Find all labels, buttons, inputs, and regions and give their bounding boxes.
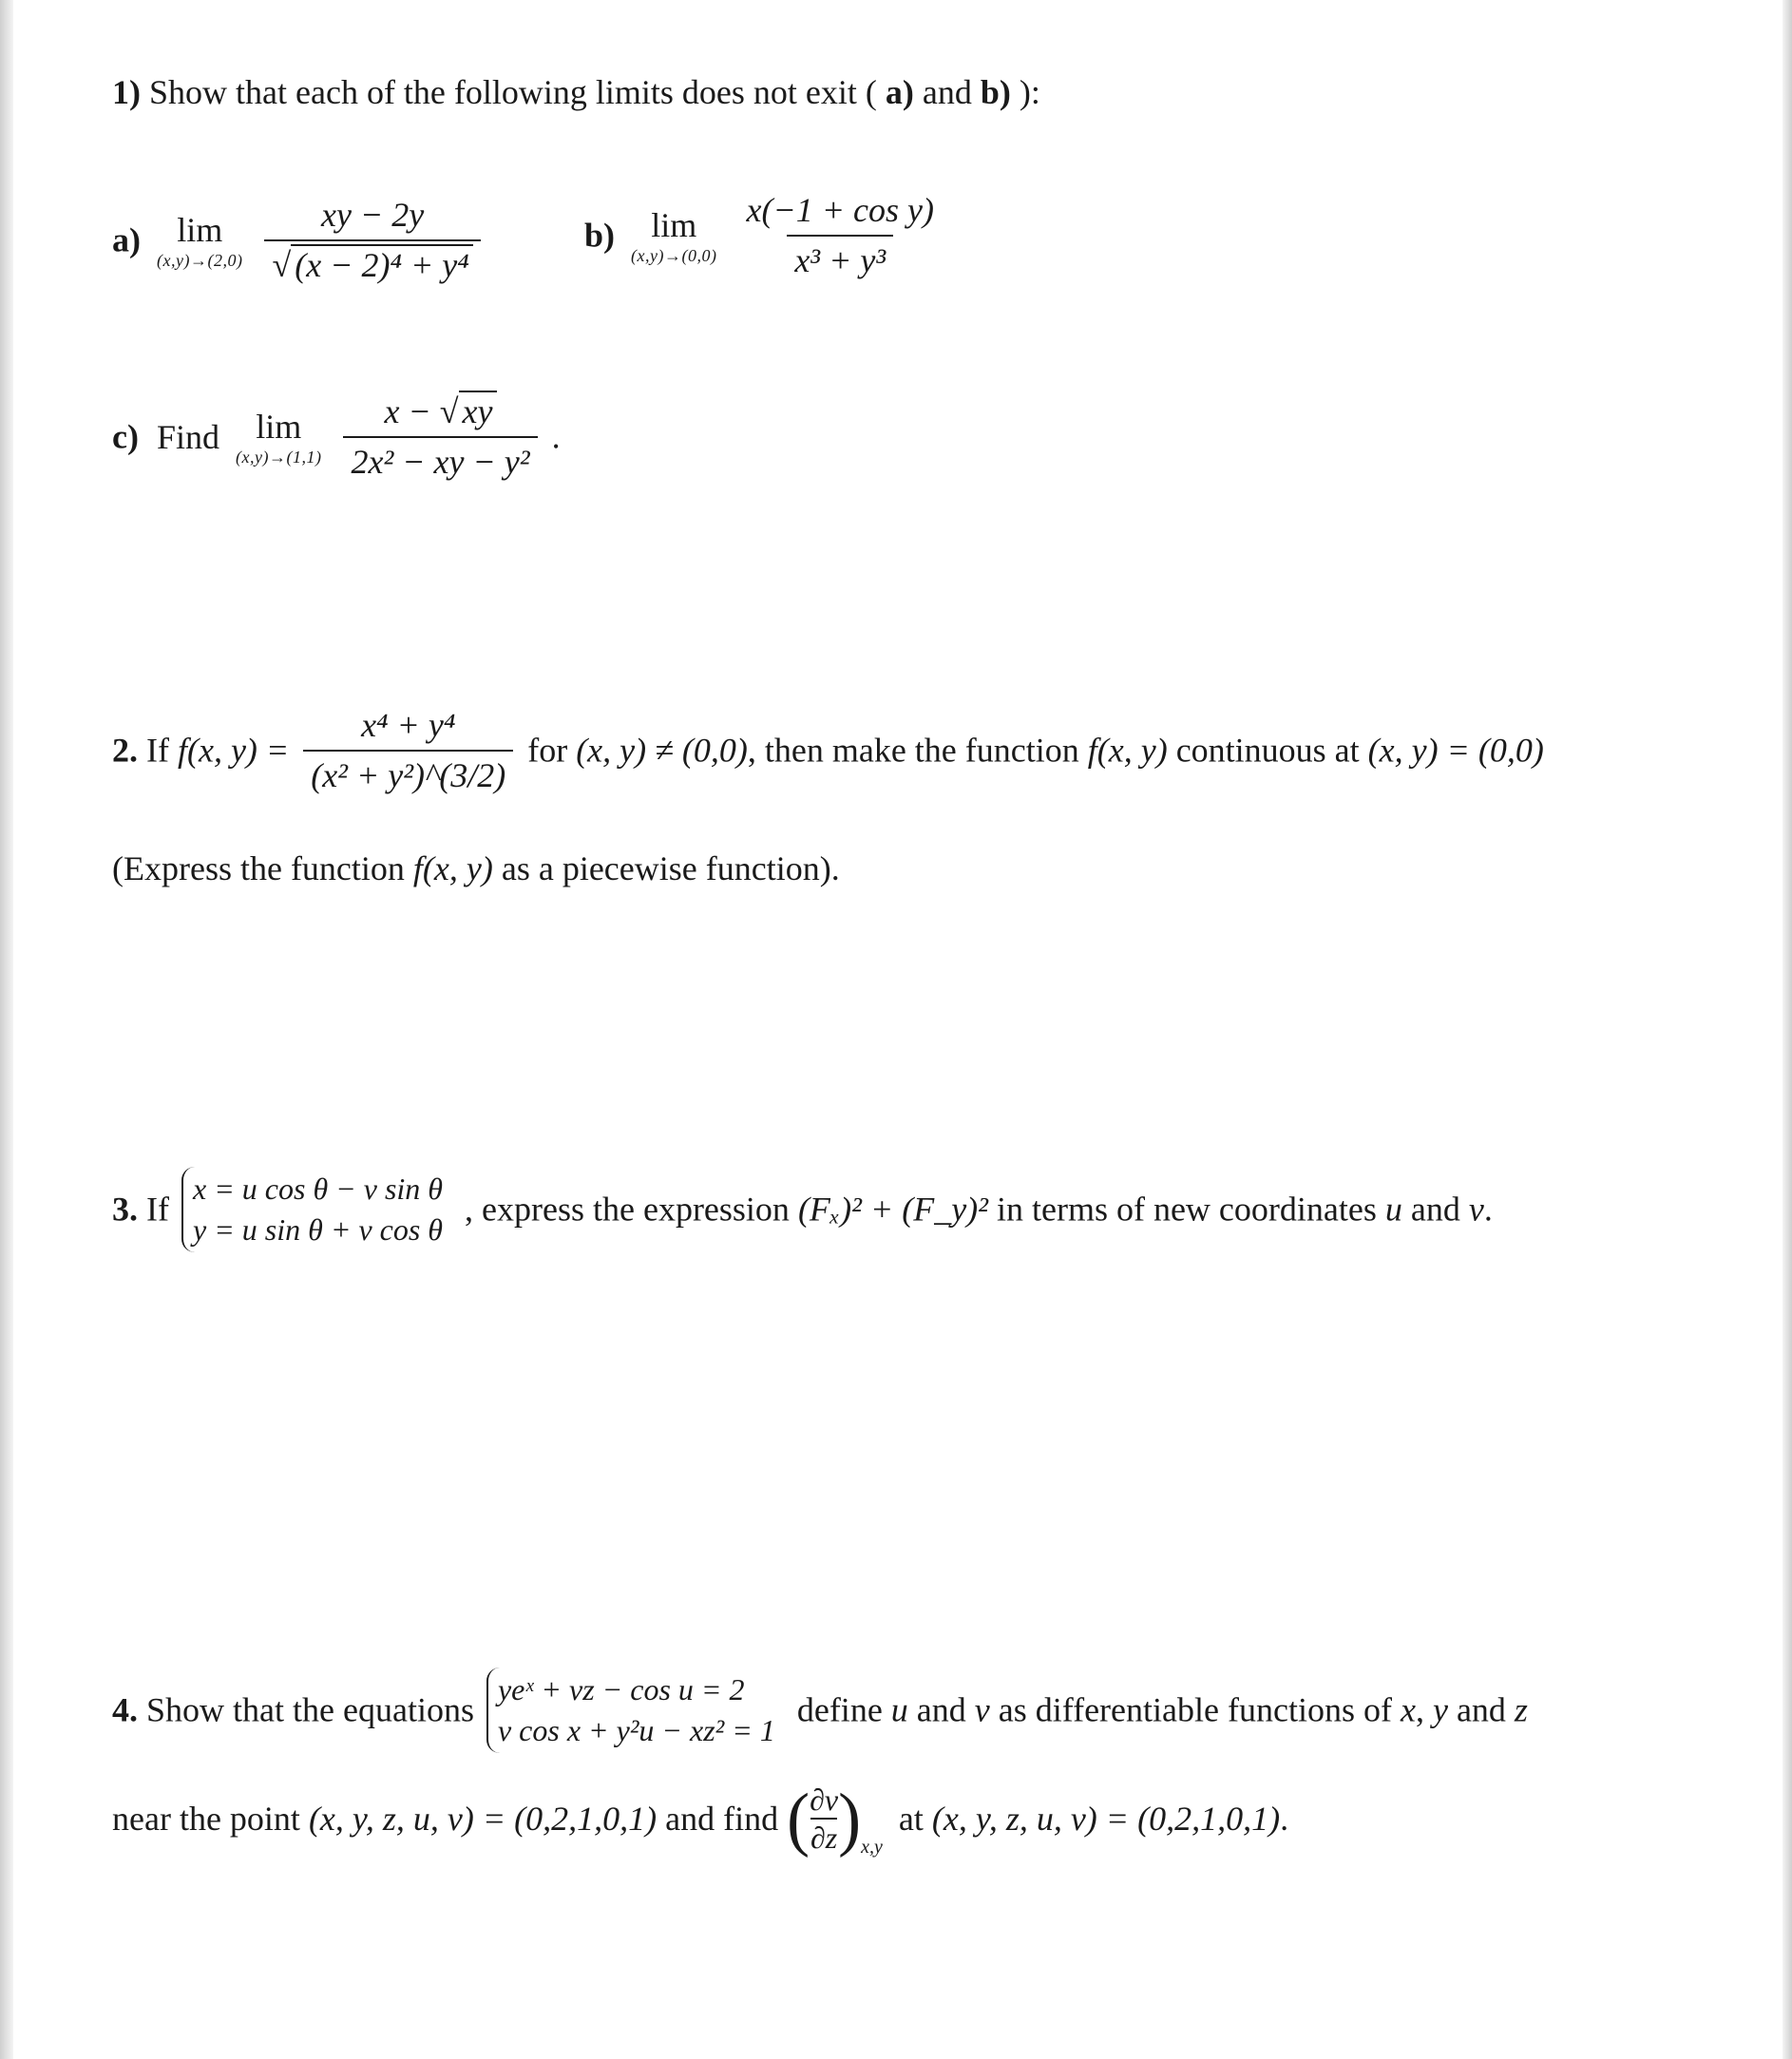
q4-system [486, 1668, 785, 1753]
q2-fxy2: f(x, y) [1087, 731, 1168, 770]
q4-line2 [112, 1779, 1289, 1859]
q2-number: 2. [112, 731, 138, 770]
q1b-lim-word: lim [651, 205, 697, 244]
q4-right-paren: ) [838, 1779, 862, 1859]
page-edge-right [1782, 0, 1792, 2059]
q1c-end: . [551, 417, 561, 456]
q4-end: . [1280, 1799, 1289, 1838]
q3-eq1: x = u cos θ − v sin θ [192, 1172, 444, 1206]
q1c-denominator: 2x² − xy − y² [343, 436, 537, 483]
q4-line2-b: and find [665, 1799, 779, 1838]
q1c-lim [236, 407, 321, 468]
q3-expression: (Fₓ)² + (F_y)² [797, 1190, 988, 1229]
q4-and1: and [916, 1690, 966, 1729]
q1a-denominator: √ (x − 2)⁴ + y⁴ [264, 239, 480, 286]
q1b-numerator: x(−1 + cos y) [746, 191, 934, 229]
q1-text: Show that each of the following limits does not exit ( [149, 73, 877, 111]
q1c-lim-sub: (x,y)→(1,1) [236, 447, 322, 467]
q4-point2: (x, y, z, u, v) = (0,2,1,0,1) [931, 1799, 1281, 1838]
q3-text1: , express the expression [465, 1190, 790, 1229]
q1b-limit [584, 190, 947, 281]
q1-heading [112, 72, 1040, 113]
q4-eq2: v cos x + y²u − xz² = 1 [497, 1713, 775, 1748]
q4-partial-fraction [810, 1782, 838, 1857]
q4-left-paren: ( [787, 1779, 810, 1859]
q3-u: u [1384, 1190, 1402, 1229]
q2-line1 [112, 705, 1544, 796]
q1c-limit [112, 391, 561, 483]
q4-text2: define [796, 1690, 883, 1729]
q4-text3: as differentiable functions of [998, 1690, 1392, 1729]
q3-v: v [1468, 1190, 1484, 1229]
q4-line2-a: near the point [112, 1799, 300, 1838]
q2-fxy: f(x, y) = [177, 731, 290, 770]
q2-for: for [527, 731, 568, 770]
page-edge-left [0, 0, 13, 2059]
q3-text2: in terms of new coordinates [996, 1190, 1377, 1229]
q1b-denominator: x³ + y³ [787, 235, 893, 281]
q3-end: . [1483, 1190, 1493, 1229]
q4-u: u [890, 1690, 908, 1729]
q1a-limit [112, 195, 486, 286]
q4-number: 4. [112, 1690, 138, 1729]
q3-line [112, 1167, 1493, 1252]
q4-line2-c: at [898, 1799, 924, 1838]
q4-and2: and [1456, 1690, 1506, 1729]
q1-number: 1) [112, 73, 141, 111]
q3-and: and [1410, 1190, 1460, 1229]
q1b-lim [631, 205, 716, 267]
q4-eq1: yeˣ + vz − cos u = 2 [497, 1672, 745, 1706]
q3-if: If [146, 1190, 169, 1229]
q1b-label: b) [584, 216, 616, 255]
q1b-fraction [738, 190, 942, 281]
q1c-find: Find [156, 417, 219, 456]
q3-system [181, 1167, 452, 1252]
q4-partial-sub: x,y [861, 1837, 883, 1859]
q2-line2-f: f(x, y) [412, 849, 493, 887]
q3-eq2: y = u sin θ + v cos θ [192, 1212, 444, 1248]
q4-comma: , [1415, 1690, 1424, 1729]
q4-point1: (x, y, z, u, v) = (0,2,1,0,1) [308, 1799, 658, 1838]
q1a-lim-word: lim [177, 210, 223, 249]
q1a-label: a) [112, 220, 141, 259]
q2-line2-a: (Express the function [112, 849, 405, 887]
q2-denominator: (x² + y²)^(3/2) [303, 750, 513, 796]
q1a-radicand: (x − 2)⁴ + y⁴ [291, 244, 473, 284]
q1c-numerator: x − √ xy [377, 391, 505, 436]
q1c-lim-word: lim [256, 407, 302, 446]
q1a-lim-sub: (x,y)→(2,0) [157, 250, 243, 270]
q4-x: x [1400, 1690, 1416, 1729]
q1b-lim-sub: (x,y)→(0,0) [631, 245, 717, 265]
q4-partial-den: ∂z [810, 1818, 837, 1856]
q3-number: 3. [112, 1190, 138, 1229]
q2-line2-b: as a piecewise function). [501, 849, 840, 887]
q1a-fraction [264, 195, 480, 286]
q1c-label: c) [112, 417, 139, 456]
q4-z: z [1514, 1690, 1528, 1729]
q1a-numerator: xy − 2y [321, 196, 425, 234]
q4-partial-num: ∂v [810, 1783, 839, 1817]
q1c-fraction [343, 391, 537, 483]
q1a-lim [157, 210, 242, 272]
q1-and: and [922, 73, 972, 111]
q1c-num-x: x − [384, 392, 431, 430]
q2-numerator: x⁴ + y⁴ [361, 706, 456, 744]
q4-y: y [1432, 1690, 1448, 1729]
q4-derivative [787, 1779, 883, 1859]
q2-text2: , then make the function [747, 731, 1079, 770]
q1-a-ref: a) [885, 73, 914, 111]
q1-b-ref: b) [980, 73, 1011, 111]
q2-fraction [303, 705, 513, 796]
q2-line2 [112, 848, 840, 889]
q4-text1: Show that the equations [146, 1690, 474, 1729]
q2-condition: (x, y) ≠ (0,0) [576, 731, 748, 770]
q1c-num-radicand: xy [459, 391, 497, 430]
q2-point: (x, y) = (0,0) [1367, 731, 1544, 770]
q2-if: If [146, 731, 169, 770]
q4-v: v [974, 1690, 990, 1729]
q2-text3: continuous at [1175, 731, 1360, 770]
q1-end: ): [1019, 73, 1040, 111]
q4-line1 [112, 1668, 1528, 1753]
